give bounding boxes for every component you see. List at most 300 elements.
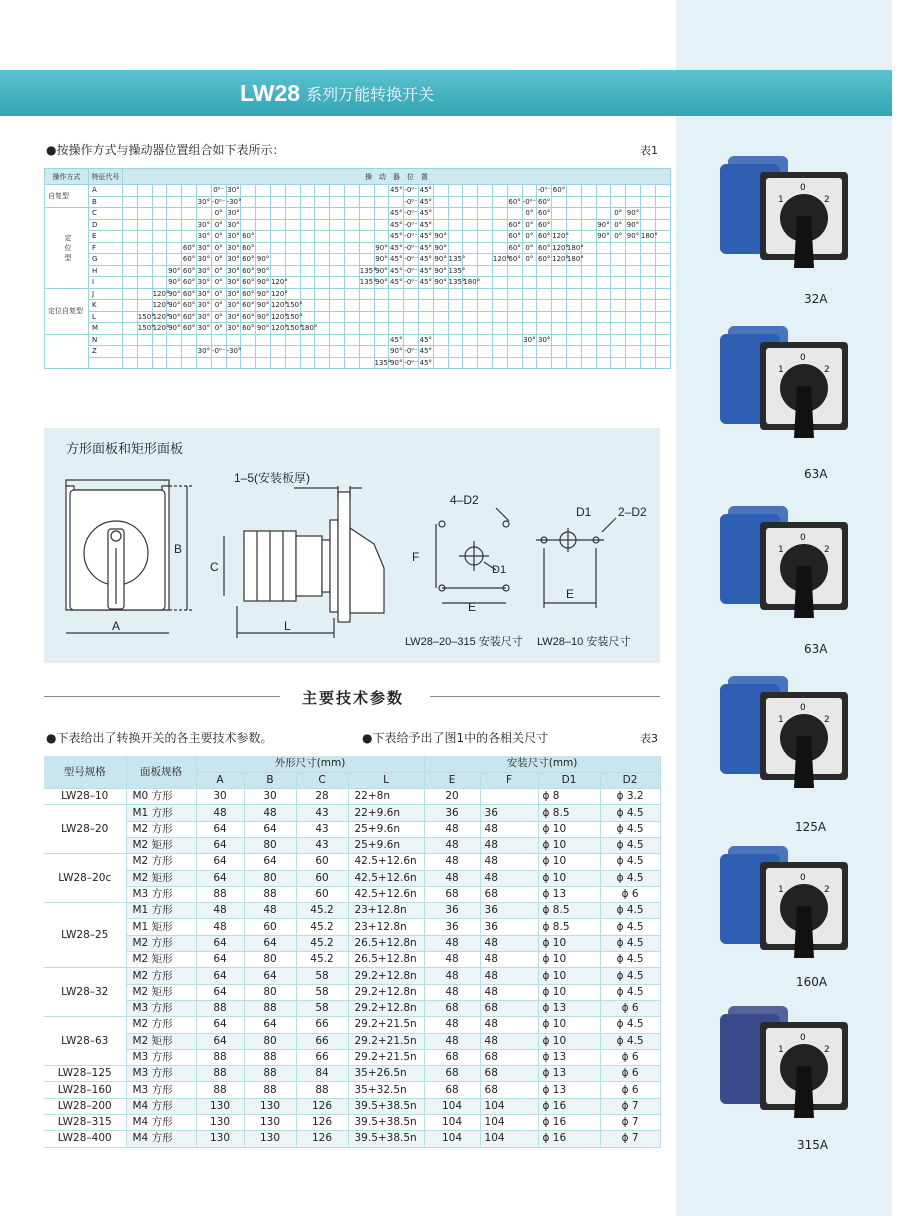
data-cell: 48 (480, 854, 538, 870)
pos-cell (581, 185, 596, 197)
data-cell: ϕ 6 (600, 1082, 660, 1098)
pos-cell: 30° (197, 220, 211, 229)
pos-cell (315, 265, 330, 277)
data-cell: ϕ 7 (600, 1115, 660, 1131)
pos-cell: 45° (390, 243, 403, 252)
data-cell: 60 (296, 854, 348, 870)
pos-cell (626, 242, 641, 254)
pos-cell (626, 288, 641, 300)
pos-cell (344, 323, 359, 335)
pos-cell: -0⁰⁻ (404, 358, 418, 367)
pos-cell: 180° (640, 232, 658, 241)
data-cell: M2 矩形 (126, 1033, 196, 1049)
pos-cell: 30° (227, 220, 240, 229)
pos-cell: 90° (168, 312, 181, 321)
data-cell: 29.2+21.5n (348, 1049, 424, 1065)
pos-cell: 60° (182, 266, 196, 275)
caption-2: LW28–10 安装尺寸 (537, 636, 631, 648)
switch-photo (712, 500, 862, 640)
data-cell: M1 矩形 (126, 919, 196, 935)
pos-cell: 0° (522, 231, 537, 243)
caption-1: LW28–20–315 安装尺寸 (405, 636, 523, 648)
pos-cell (552, 311, 567, 323)
pos-cell (463, 300, 478, 312)
data-cell: ϕ 10 (538, 1033, 600, 1049)
operator-position-table (44, 168, 671, 369)
pos-cell (330, 185, 345, 197)
pos-row (45, 254, 671, 266)
pos-cell (433, 323, 448, 335)
pos-cell (448, 311, 463, 323)
data-cell: 126 (296, 1115, 348, 1131)
pos-cell (300, 231, 315, 243)
pos-cell: 0⁰⁻ (213, 186, 225, 195)
pos-cell (330, 242, 345, 254)
data-cell: 48 (480, 837, 538, 853)
pos-cell (463, 196, 478, 208)
pos-cell: 45° (390, 335, 403, 344)
pos-cell (167, 185, 182, 197)
data-cell: 68 (480, 1082, 538, 1098)
pos-cell (418, 288, 433, 300)
pos-cell (167, 208, 182, 220)
pos-cell (285, 346, 300, 358)
model-cell: LW28–160 (44, 1082, 126, 1098)
pos-cell (330, 323, 345, 335)
pos-cell: 150° (285, 301, 303, 310)
pos-cell (374, 334, 389, 346)
pos-cell (566, 208, 581, 220)
pos-cell (359, 311, 374, 323)
pos-cell (359, 219, 374, 231)
pos-cell: 60° (538, 197, 551, 206)
data-cell: 36 (424, 919, 480, 935)
pos-cell: 30° (538, 335, 551, 344)
pos-cell (300, 277, 315, 289)
pos-cell (655, 323, 670, 335)
pos-cell (596, 334, 611, 346)
pos-cell: -0⁰⁻ (404, 197, 418, 206)
data-cell: 64 (244, 935, 296, 951)
pos-cell (270, 185, 285, 197)
h-sub: B (244, 772, 296, 788)
pos-cell (492, 288, 507, 300)
pos-cell (344, 185, 359, 197)
data-cell: 20 (424, 789, 480, 805)
pos-cell (552, 277, 567, 289)
pos-cell (640, 277, 655, 289)
pos-cell (123, 311, 138, 323)
pos-cell (655, 357, 670, 369)
pos-cell (344, 265, 359, 277)
pos-cell (463, 185, 478, 197)
pos-cell (137, 357, 152, 369)
svg-text:2: 2 (824, 195, 830, 205)
pos-cell (315, 196, 330, 208)
pos-cell (137, 196, 152, 208)
pos-cell: -0⁰⁻ (404, 255, 418, 264)
pos-cell: 0° (611, 219, 626, 231)
pos-cell (626, 311, 641, 323)
pos-cell (478, 288, 493, 300)
data-cell: 48 (480, 952, 538, 968)
pos-cell: -0⁰⁻ (537, 186, 551, 195)
pos-cell (566, 323, 581, 335)
pos-cell (359, 357, 374, 369)
pos-cell: 30° (227, 278, 240, 287)
pos-cell (478, 300, 493, 312)
pos-cell (359, 254, 374, 266)
data-cell: 68 (480, 886, 538, 902)
table-row (44, 1131, 660, 1147)
data-cell: ϕ 4.5 (600, 805, 660, 821)
pos-cell: 45° (390, 266, 403, 275)
pos-cell: 120° (270, 312, 288, 321)
pos-cell (374, 196, 389, 208)
svg-text:0: 0 (800, 353, 806, 363)
pos-cell (581, 300, 596, 312)
data-cell: 48 (424, 968, 480, 984)
data-cell: 64 (244, 854, 296, 870)
code-cell: C (89, 208, 123, 220)
pos-cell (315, 277, 330, 289)
pos-cell (552, 265, 567, 277)
data-cell: 66 (296, 1049, 348, 1065)
pos-cell (537, 311, 552, 323)
pos-cell: 90° (626, 220, 640, 229)
pos-cell (448, 323, 463, 335)
data-cell: 66 (296, 1033, 348, 1049)
pos-cell (507, 311, 522, 323)
data-cell: 80 (244, 984, 296, 1000)
pos-cell (626, 254, 641, 266)
pos-cell (626, 265, 641, 277)
data-cell: M2 方形 (126, 935, 196, 951)
data-cell: 68 (480, 1066, 538, 1082)
pos-cell (552, 323, 567, 335)
pos-cell: 90° (597, 232, 610, 241)
code-cell: N (89, 334, 123, 346)
pos-cell (522, 323, 537, 335)
data-cell: ϕ 8 (538, 789, 600, 805)
pos-cell: 30° (197, 289, 211, 298)
svg-text:1: 1 (778, 195, 784, 205)
pos-cell (492, 323, 507, 335)
table-row (44, 903, 660, 919)
data-cell: 43 (296, 805, 348, 821)
pos-cell (463, 231, 478, 243)
pos-cell (344, 288, 359, 300)
mode-cell: 定 位 型 (45, 208, 89, 289)
pos-cell (256, 242, 271, 254)
data-cell: 88 (244, 1049, 296, 1065)
pos-cell (270, 254, 285, 266)
pos-cell (123, 334, 138, 346)
code-cell: D (89, 219, 123, 231)
pos-row (45, 265, 671, 277)
mode-cell (45, 334, 89, 369)
pos-cell: 90° (375, 243, 388, 252)
pos-cell (492, 196, 507, 208)
pos-cell (581, 334, 596, 346)
pos-cell (463, 346, 478, 358)
thickness-label: 1–5(安装板厚) (234, 471, 311, 485)
table-row (44, 1017, 660, 1033)
data-cell: 104 (424, 1098, 480, 1114)
pos-cell (344, 334, 359, 346)
h-sub: D2 (600, 772, 660, 788)
pos-cell (300, 288, 315, 300)
model-cell: LW28–63 (44, 1017, 126, 1066)
pos-cell: 45° (419, 358, 433, 367)
pos-cell (315, 185, 330, 197)
pos-cell: -0⁰⁻ (404, 347, 418, 356)
pos-cell: 30° (227, 232, 240, 241)
data-cell: 28 (296, 789, 348, 805)
data-cell: ϕ 6 (600, 886, 660, 902)
pos-cell (137, 242, 152, 254)
pos-cell (359, 323, 374, 335)
pos-cell (182, 185, 197, 197)
pos-cell: 90° (168, 266, 181, 275)
pos-cell (256, 196, 271, 208)
pos-cell: 60° (508, 243, 521, 252)
data-cell: 68 (424, 1066, 480, 1082)
data-cell: 48 (480, 968, 538, 984)
pos-cell: 0° (211, 311, 226, 323)
pos-cell: 120° (152, 301, 170, 310)
data-cell: M2 方形 (126, 854, 196, 870)
pos-cell (522, 288, 537, 300)
pos-cell (123, 254, 138, 266)
pos-cell (344, 208, 359, 220)
data-cell: ϕ 4.5 (600, 968, 660, 984)
svg-text:0: 0 (800, 533, 806, 543)
data-cell: 68 (424, 886, 480, 902)
data-cell: 29.2+12.8n (348, 968, 424, 984)
pos-cell (507, 265, 522, 277)
pos-cell (389, 300, 404, 312)
pos-cell (300, 196, 315, 208)
pos-cell: 45° (390, 232, 403, 241)
data-cell: 48 (196, 805, 244, 821)
pos-cell (241, 208, 256, 220)
table3-note-right: ●下表给予出了图1中的各相关尺寸 (362, 731, 549, 745)
pos-cell (640, 288, 655, 300)
pos-cell: 90° (256, 301, 270, 310)
h-sub: A (196, 772, 244, 788)
pos-cell (507, 277, 522, 289)
pos-cell (566, 265, 581, 277)
pos-cell (478, 323, 493, 335)
data-cell: M3 方形 (126, 1000, 196, 1016)
table-row (44, 886, 660, 902)
model-cell: LW28–315 (44, 1115, 126, 1131)
data-cell: ϕ 10 (538, 837, 600, 853)
data-cell: ϕ 3.2 (600, 789, 660, 805)
pos-cell (448, 196, 463, 208)
pos-cell (359, 288, 374, 300)
pos-cell (344, 311, 359, 323)
pos-cell: 90° (434, 243, 447, 252)
pos-cell (374, 311, 389, 323)
pos-cell (300, 185, 315, 197)
pos-cell (640, 323, 655, 335)
pos-cell (374, 346, 389, 358)
pos-cell: 60° (242, 266, 255, 275)
pos-cell: 30° (227, 312, 240, 321)
data-cell: ϕ 6 (600, 1066, 660, 1082)
pos-cell (344, 346, 359, 358)
pos-cell (433, 196, 448, 208)
data-cell: ϕ 10 (538, 935, 600, 951)
pos-cell (596, 277, 611, 289)
product-label: 32A (804, 292, 828, 306)
pos-cell (359, 334, 374, 346)
pos-cell (389, 288, 404, 300)
data-cell: ϕ 4.5 (600, 919, 660, 935)
pos-cell (330, 254, 345, 266)
pos-cell: 60° (508, 255, 521, 264)
d1-label-2: D1 (576, 505, 592, 519)
pos-cell: 30° (197, 232, 211, 241)
data-cell: 48 (196, 919, 244, 935)
pos-cell (374, 323, 389, 335)
data-cell: 104 (424, 1131, 480, 1147)
pos-cell (552, 288, 567, 300)
pos-cell: 60° (242, 301, 255, 310)
pos-cell (522, 277, 537, 289)
pos-cell (492, 219, 507, 231)
table-row (44, 789, 660, 805)
h-sub: E (424, 772, 480, 788)
pos-cell (374, 288, 389, 300)
data-cell: 36 (480, 903, 538, 919)
pos-cell (270, 208, 285, 220)
data-cell: 58 (296, 1000, 348, 1016)
data-cell: 48 (480, 821, 538, 837)
pos-cell: 60° (182, 278, 196, 287)
pos-cell: -30° (226, 197, 242, 206)
pos-cell (492, 265, 507, 277)
data-cell: M3 方形 (126, 1049, 196, 1065)
pos-cell (152, 265, 167, 277)
pos-cell (285, 208, 300, 220)
pos-cell (448, 242, 463, 254)
product-label: 63A (804, 642, 828, 656)
pos-cell: 30° (197, 266, 211, 275)
pos-cell (507, 300, 522, 312)
pos-cell: 30° (197, 243, 211, 252)
data-cell: 45.2 (296, 952, 348, 968)
svg-text:1: 1 (778, 885, 784, 895)
data-cell: M2 方形 (126, 1017, 196, 1033)
pos-cell (315, 311, 330, 323)
pos-cell: 60° (182, 289, 196, 298)
pos-cell: -0⁰⁻ (211, 197, 226, 206)
pos-cell: 45° (419, 209, 433, 218)
pos-cell: 45° (419, 243, 433, 252)
pos-cell: 45° (390, 209, 403, 218)
pos-cell: 0° (522, 242, 537, 254)
pos-cell (611, 300, 626, 312)
pos-cell (123, 231, 138, 243)
pos-cell (581, 208, 596, 220)
pos-cell (507, 185, 522, 197)
pos-cell (566, 185, 581, 197)
pos-cell (478, 185, 493, 197)
data-cell: 60 (296, 870, 348, 886)
data-cell: ϕ 6 (600, 1000, 660, 1016)
pos-cell (611, 311, 626, 323)
pos-cell: 30° (197, 255, 211, 264)
svg-text:1: 1 (778, 715, 784, 725)
data-cell: ϕ 16 (538, 1098, 600, 1114)
pos-cell (655, 208, 670, 220)
pos-cell (123, 357, 138, 369)
pos-row (45, 277, 671, 289)
data-cell: M0 方形 (126, 789, 196, 805)
pos-cell (285, 219, 300, 231)
col-code: 特征代号 (89, 169, 123, 185)
pos-cell: 30° (227, 324, 240, 333)
pos-cell (285, 231, 300, 243)
pos-cell (522, 185, 537, 197)
pos-cell (374, 185, 389, 197)
data-cell: ϕ 4.5 (600, 821, 660, 837)
pos-cell (152, 242, 167, 254)
pos-cell (596, 346, 611, 358)
pos-cell (581, 196, 596, 208)
pos-cell (463, 242, 478, 254)
code-cell (89, 357, 123, 369)
pos-cell (448, 346, 463, 358)
pos-cell (196, 357, 211, 369)
h-outer: 外形尺寸(mm) (196, 756, 424, 772)
h-sub: C (296, 772, 348, 788)
pos-cell (167, 334, 182, 346)
pos-cell: 0° (211, 242, 226, 254)
pos-cell (270, 231, 285, 243)
pos-cell (566, 346, 581, 358)
pos-cell (507, 288, 522, 300)
pos-row (45, 357, 671, 369)
pos-cell: 30° (197, 197, 211, 206)
code-cell: F (89, 242, 123, 254)
table-row (44, 1115, 660, 1131)
data-cell: M3 方形 (126, 886, 196, 902)
pos-cell (611, 357, 626, 369)
data-cell: 29.2+21.5n (348, 1033, 424, 1049)
pos-cell (596, 323, 611, 335)
pos-cell (478, 231, 493, 243)
pos-cell (596, 242, 611, 254)
pos-cell: 60° (182, 312, 196, 321)
data-cell: ϕ 8.5 (538, 919, 600, 935)
data-cell: M2 矩形 (126, 952, 196, 968)
pos-cell (344, 196, 359, 208)
pos-cell (640, 357, 655, 369)
data-cell: 88 (196, 1082, 244, 1098)
data-cell: 88 (244, 1000, 296, 1016)
pos-cell: 135° (448, 255, 466, 264)
table3-tag: 表3 (640, 732, 658, 745)
pos-cell (655, 242, 670, 254)
pos-cell: 90° (375, 255, 388, 264)
data-cell: 58 (296, 968, 348, 984)
pos-cell (315, 334, 330, 346)
data-cell: 126 (296, 1131, 348, 1147)
